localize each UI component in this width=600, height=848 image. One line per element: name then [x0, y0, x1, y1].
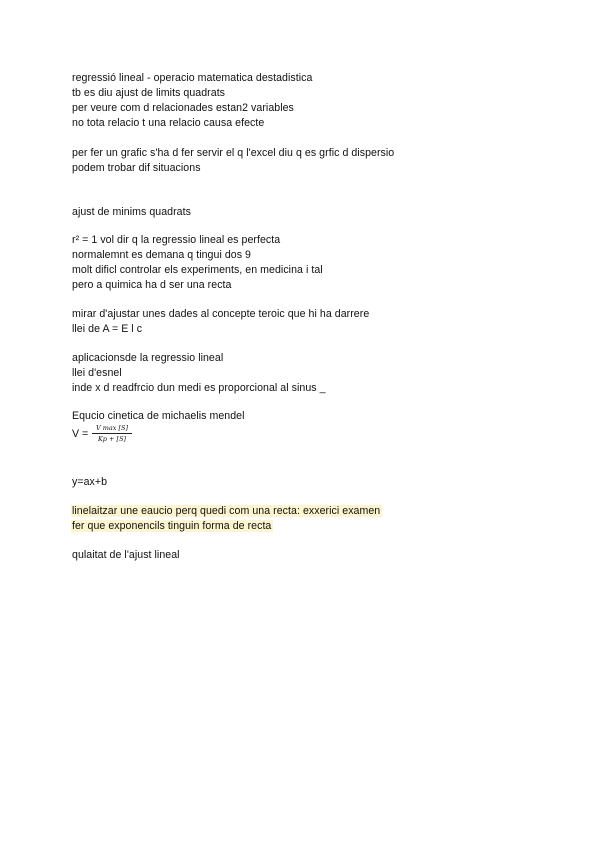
note-line: Equcio cinetica de michaelis mendel — [72, 410, 245, 422]
note-line: aplicacionsde la regressio lineal — [72, 352, 224, 364]
note-line: regressió lineal - operacio matematica destadistica — [72, 72, 313, 84]
note-line: tb es diu ajust de limits quadrats — [72, 87, 226, 99]
note-line: no tota relacio t una relacio causa efecte — [72, 117, 265, 129]
formula-denominator: Kp + [S] — [97, 435, 127, 443]
highlighted-note-line — [72, 519, 273, 533]
formula-lhs: V = — [72, 428, 89, 440]
note-line: per fer un grafic s'ha d fer servir el q l'excel diu q es grfic d dispersio — [72, 147, 395, 159]
note-line: llei de A = E l c — [72, 323, 143, 335]
note-line: r² = 1 vol dir q la regressio lineal es perfecta — [72, 234, 281, 246]
note-line: normalemnt es demana q tingui dos 9 — [72, 249, 252, 261]
highlighted-note-line — [72, 504, 382, 518]
note-line: ajust de minims quadrats — [72, 206, 191, 218]
note-line: qulaitat de l'ajust lineal — [72, 549, 180, 561]
note-line: llei d'esnel — [72, 367, 122, 379]
highlighted-text: linelaitzar une eaucio perq quedi com una recta: exxerici examen — [72, 505, 381, 517]
note-line: mirar d'ajustar unes dades al concepte teroic que hi ha darrere — [72, 308, 370, 320]
formula-numerator: V max [S] — [92, 424, 132, 434]
note-line: inde x d readfrcio dun medi es proporcional al sinus _ — [72, 382, 326, 394]
note-line: podem trobar dif situacions — [72, 162, 201, 174]
note-line: per veure com d relacionades estan2 variables — [72, 102, 294, 114]
note-line: y=ax+b — [72, 476, 108, 488]
highlighted-text: fer que exponencils tinguin forma de recta — [72, 520, 272, 532]
formula-fraction — [92, 424, 132, 443]
note-line: pero a quimica ha d ser una recta — [72, 279, 232, 291]
note-line: molt dificl controlar els experiments, en medicina i tal — [72, 264, 323, 276]
